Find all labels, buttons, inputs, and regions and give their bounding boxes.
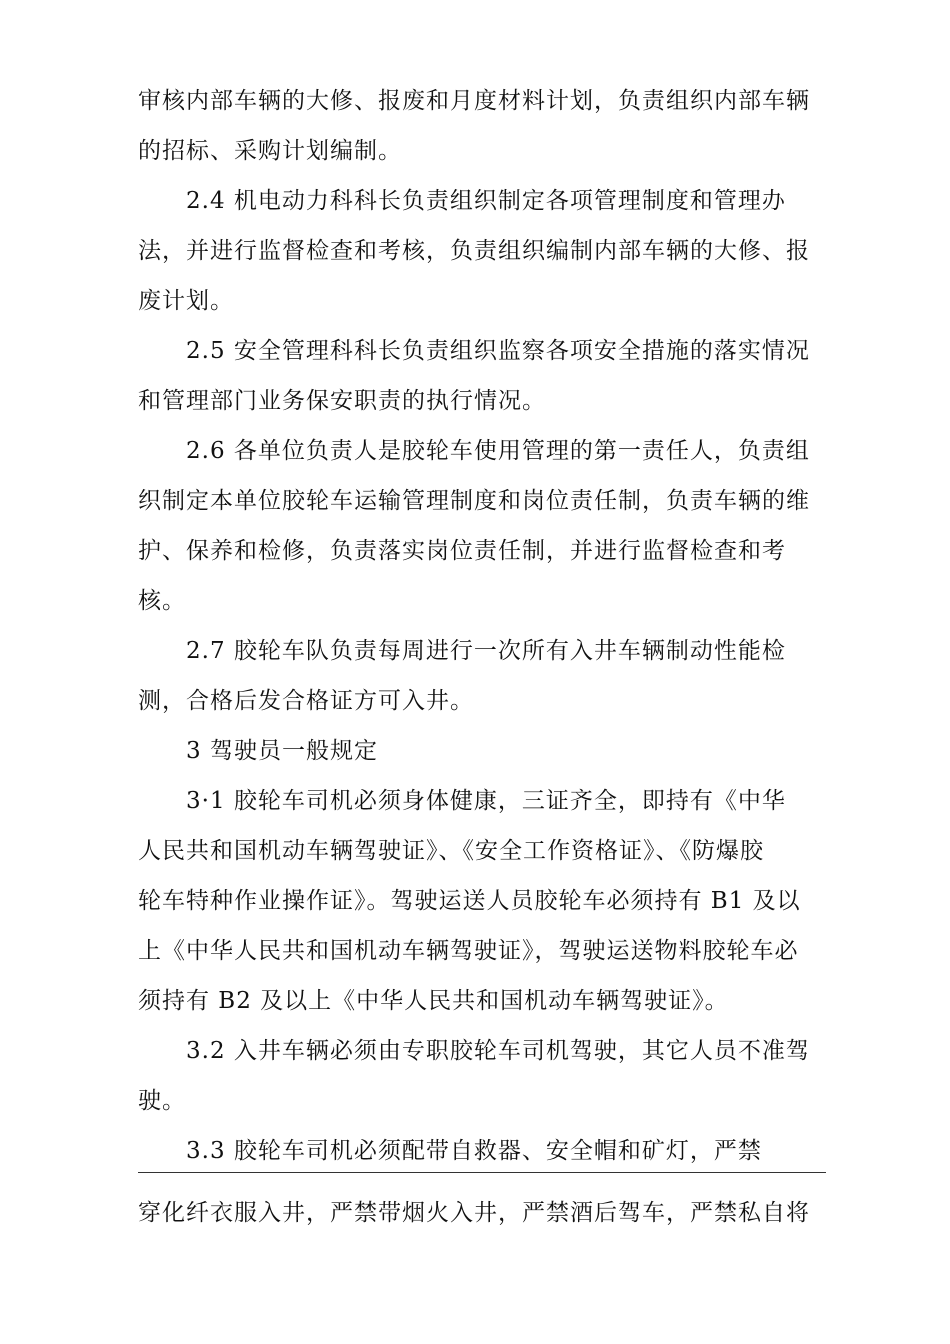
text-line: 和管理部门业务保安职责的执行情况。 [138,388,546,414]
text-line: 3.3 胶轮车司机必须配带自救器、安全帽和矿灯，严禁 [186,1138,762,1164]
text-line: 的招标、采购计划编制。 [138,138,402,164]
text-line: 轮车特种作业操作证》。驾驶运送人员胶轮车必须持有 B1 及以 [138,888,801,914]
text-line: 2.4 机电动力科科长负责组织制定各项管理制度和管理办 [186,188,786,214]
text-line: 穿化纤衣服入井，严禁带烟火入井，严禁酒后驾车，严禁私自将 [138,1200,810,1226]
text-line: 护、保养和检修，负责落实岗位责任制，并进行监督检查和考 [138,538,786,564]
text-line: 驶。 [138,1088,186,1114]
text-line: 人民共和国机动车辆驾驶证》、《安全工作资格证》、《防爆胶 [138,838,764,864]
text-line: 废计划。 [138,288,234,314]
text-line: 2.5 安全管理科科长负责组织监察各项安全措施的落实情况 [186,338,810,364]
page-divider [138,1172,826,1173]
text-line: 2.7 胶轮车队负责每周进行一次所有入井车辆制动性能检 [186,638,786,664]
text-line: 法，并进行监督检查和考核，负责组织编制内部车辆的大修、报 [138,238,810,264]
text-line: 核。 [138,588,186,614]
text-line: 3.2 入井车辆必须由专职胶轮车司机驾驶，其它人员不准驾 [186,1038,810,1064]
text-line: 测，合格后发合格证方可入井。 [138,688,474,714]
text-line: 须持有 B2 及以上《中华人民共和国机动车辆驾驶证》。 [138,988,729,1014]
text-line: 2.6 各单位负责人是胶轮车使用管理的第一责任人，负责组 [186,438,810,464]
text-line: 织制定本单位胶轮车运输管理制度和岗位责任制，负责车辆的维 [138,488,810,514]
text-line: 审核内部车辆的大修、报废和月度材料计划，负责组织内部车辆 [138,88,810,114]
section-heading: 3 驾驶员一般规定 [186,738,378,764]
text-line: 3·1 胶轮车司机必须身体健康，三证齐全，即持有《中华 [186,788,786,814]
text-line: 上《中华人民共和国机动车辆驾驶证》，驾驶运送物料胶轮车必 [138,938,799,964]
